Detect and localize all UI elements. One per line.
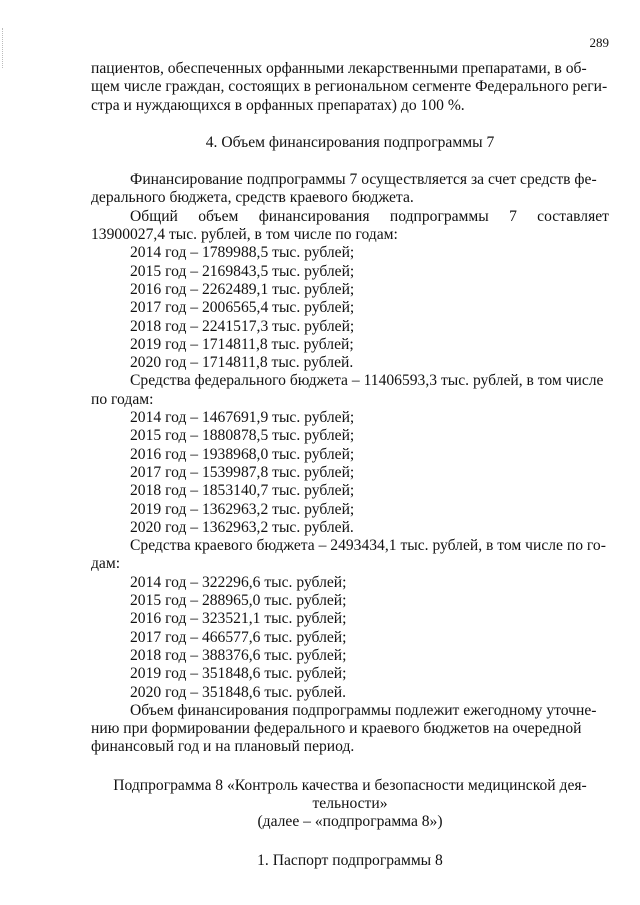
year-item: 2017 год – 1539987,8 тыс. рублей; bbox=[130, 463, 355, 481]
federal-budget-line: Средства федерального бюджета – 11406593,3 тыс. рублей, в том числе bbox=[130, 372, 604, 390]
page-number: 289 bbox=[589, 35, 609, 50]
total-years-list bbox=[91, 244, 609, 372]
intro-line: пациентов, обеспеченных орфанными лекарственными препаратами, в об- bbox=[91, 60, 587, 77]
year-item: 2015 год – 288965,0 тыс. рублей; bbox=[130, 592, 347, 610]
intro-paragraph bbox=[91, 60, 609, 115]
year-item: 2014 год – 1789988,5 тыс. рублей; bbox=[130, 244, 355, 262]
total-financing-line bbox=[91, 208, 609, 226]
year-item: 2018 год – 1853140,7 тыс. рублей; bbox=[130, 482, 355, 500]
year-item: 2020 год – 351848,6 тыс. рублей. bbox=[130, 683, 347, 701]
intro-line: щем числе граждан, состоящих в региональном сегменте Федерального реги- bbox=[91, 78, 608, 96]
year-item: 2014 год – 1467691,9 тыс. рублей; bbox=[130, 409, 355, 427]
year-item: 2018 год – 2241517,3 тыс. рублей; bbox=[130, 317, 355, 335]
total-financing-line: 13900027,4 тыс. рублей, в том числе по годам: bbox=[91, 226, 398, 244]
financing-intro-paragraph bbox=[91, 171, 609, 208]
subprogram-8-title-line: Подпрограмма 8 «Контроль качества и безопасности медицинской дея- bbox=[113, 776, 587, 794]
financing-intro-line: дерального бюджета, средств краевого бюджета. bbox=[91, 189, 414, 207]
year-item: 2017 год – 466577,6 тыс. рублей; bbox=[130, 628, 347, 646]
subprogram-8-title-line: тельности» bbox=[312, 794, 388, 812]
federal-years-list bbox=[91, 409, 609, 537]
year-item: 2014 год – 322296,6 тыс. рублей; bbox=[130, 573, 347, 591]
total-word: финансирования bbox=[258, 207, 370, 225]
year-item: 2018 год – 388376,6 тыс. рублей; bbox=[130, 646, 347, 664]
federal-budget-paragraph bbox=[91, 372, 609, 409]
total-word: подпрограммы bbox=[389, 207, 489, 225]
year-item: 2020 год – 1362963,2 тыс. рублей. bbox=[130, 518, 354, 536]
year-item: 2019 год – 1362963,2 тыс. рублей; bbox=[130, 500, 355, 518]
passport-heading: 1. Паспорт подпрограммы 8 bbox=[257, 851, 443, 869]
year-item: 2016 год – 323521,1 тыс. рублей; bbox=[130, 610, 347, 628]
regional-budget-line: Средства краевого бюджета – 2493434,1 тыс. рублей, в том числе по го- bbox=[130, 537, 606, 555]
year-item: 2015 год – 2169843,5 тыс. рублей; bbox=[130, 262, 355, 280]
year-item: 2016 год – 1938968,0 тыс. рублей; bbox=[130, 445, 355, 463]
year-item: 2015 год – 1880878,5 тыс. рублей; bbox=[130, 427, 355, 445]
closing-paragraph bbox=[91, 702, 609, 757]
total-word: Общий bbox=[130, 207, 178, 225]
closing-line: нию при формировании федерального и краевого бюджетов на очередной bbox=[91, 720, 582, 738]
federal-budget-line: по годам: bbox=[91, 390, 154, 408]
financing-intro-line: Финансирование подпрограммы 7 осуществляется за счет средств фе- bbox=[130, 171, 597, 189]
page-body bbox=[91, 60, 609, 870]
year-item: 2019 год – 351848,6 тыс. рублей; bbox=[130, 665, 347, 683]
closing-line: финансовый год и на плановый период. bbox=[91, 738, 355, 756]
total-word: объем bbox=[198, 207, 239, 225]
regional-budget-paragraph bbox=[91, 537, 609, 574]
total-word: 7 bbox=[509, 207, 517, 225]
closing-line: Объем финансирования подпрограммы подлежит ежегодному уточне- bbox=[130, 701, 597, 719]
year-item: 2017 год – 2006565,4 тыс. рублей; bbox=[130, 299, 355, 317]
scan-margin-mark bbox=[2, 28, 6, 68]
total-financing-paragraph bbox=[91, 208, 609, 245]
section-heading: 4. Объем финансирования подпрограммы 7 bbox=[205, 133, 495, 151]
subprogram-8-title bbox=[91, 777, 609, 832]
regional-years-list bbox=[91, 574, 609, 702]
year-item: 2016 год – 2262489,1 тыс. рублей; bbox=[130, 280, 355, 298]
subprogram-8-title-line: (далее – «подпрограмма 8») bbox=[257, 813, 443, 831]
year-item: 2019 год – 1714811,8 тыс. рублей; bbox=[130, 335, 354, 353]
intro-line: стра и нуждающихся в орфанных препаратах) до 100 %. bbox=[91, 96, 465, 114]
regional-budget-line: дам: bbox=[91, 555, 121, 573]
total-word: составляет bbox=[537, 207, 609, 225]
year-item: 2020 год – 1714811,8 тыс. рублей. bbox=[130, 354, 354, 372]
